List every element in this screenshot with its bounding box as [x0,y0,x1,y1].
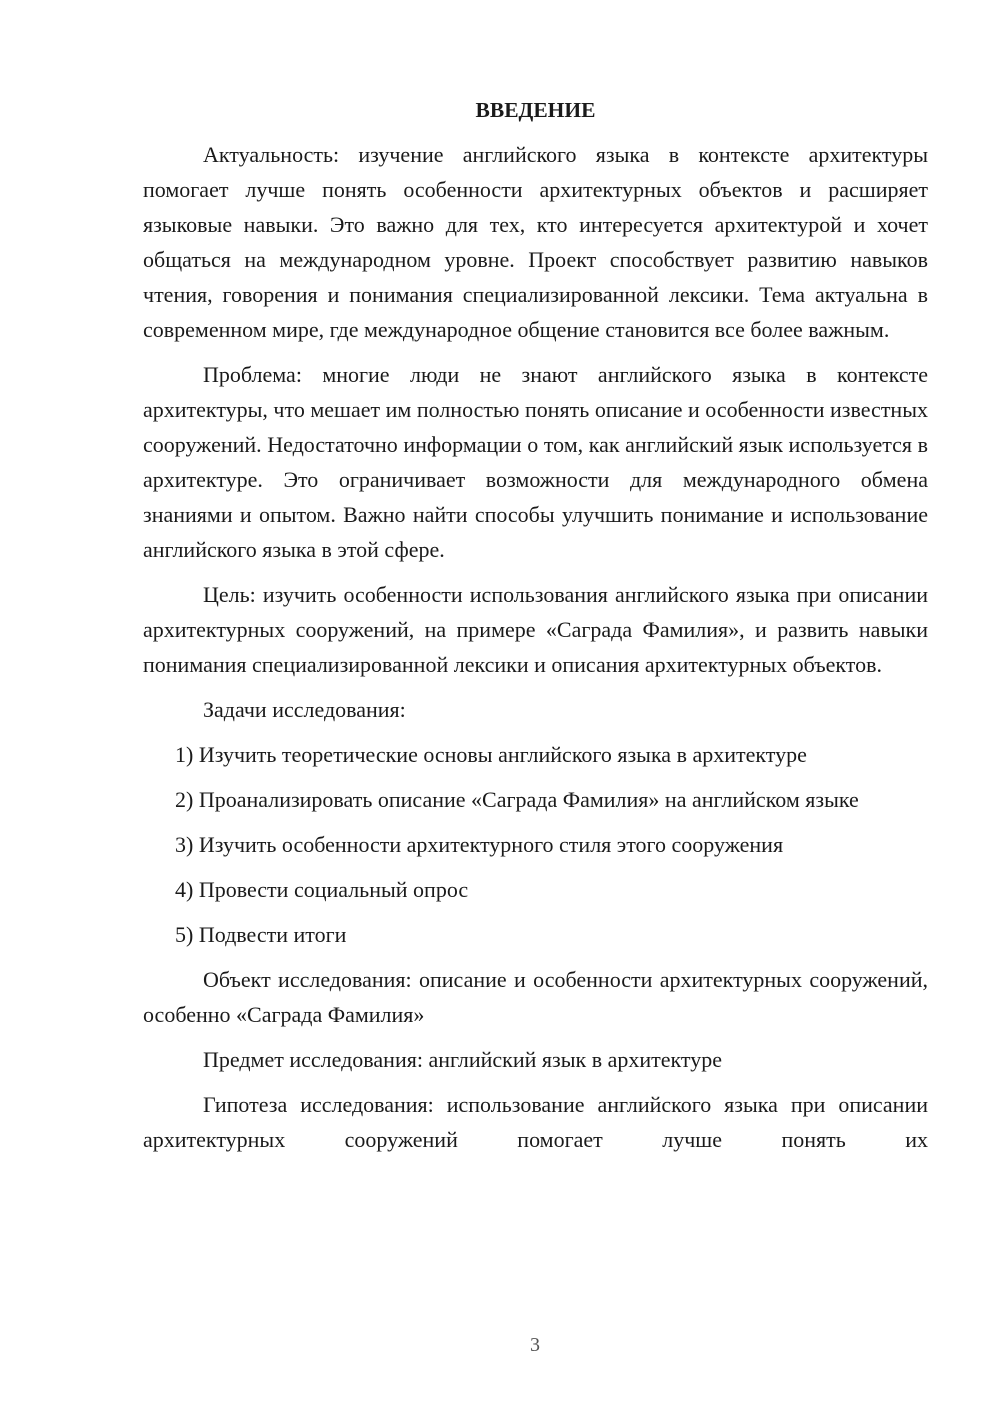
tasks-heading: Задачи исследования: [203,697,406,722]
relevance-paragraph: Актуальность: изучение английского языка в контексте архитектуры помогает лучше понять особенности архитектурных объектов и расширяет языковые навыки. Это важно для тех, кто интересуется архитектурой и хочет общаться на международном уровне. Проект способствует развитию навыков чтения, говорения и понимания специализированной лексики. Тема актуальна в современном мире, где международное общение становится все более важным. [143,142,928,342]
document-page [143,96,928,1167]
list-item: 5) Подвести итоги [175,922,347,947]
object-paragraph: Объект исследования: описание и особенности архитектурных сооружений, особенно «Саграда Фамилия» [143,967,928,1027]
problem-paragraph: Проблема: многие люди не знают английского языка в контексте архитектуры, что мешает им полностью понять описание и особенности известных сооружений. Недостаточно информации о том, как английский язык используется в архитектуре. Это ограничивает возможности для международного обмена знаниями и опытом. Важно найти способы улучшить понимание и использование английского языка в этой сфере. [143,362,928,562]
goal-paragraph: Цель: изучить особенности использования английского языка при описании архитектурных сооружений, на примере «Саграда Фамилия», и развить навыки понимания специализированной лексики и описания архитектурных объектов. [143,582,928,677]
page-title: ВВЕДЕНИЕ [475,98,596,122]
page-number: 3 [530,1334,540,1356]
subject-paragraph: Предмет исследования: английский язык в архитектуре [203,1047,722,1072]
hypothesis-paragraph: Гипотеза исследования: использование английского языка при описании архитектурных сооружений помогает лучше понять их [143,1092,928,1152]
list-item: 4) Провести социальный опрос [175,877,469,902]
list-item: 1) Изучить теоретические основы английского языка в архитектуре [175,742,807,767]
list-item: 2) Проанализировать описание «Саграда Фамилия» на английском языке [175,787,859,812]
list-item: 3) Изучить особенности архитектурного стиля этого сооружения [175,832,784,857]
